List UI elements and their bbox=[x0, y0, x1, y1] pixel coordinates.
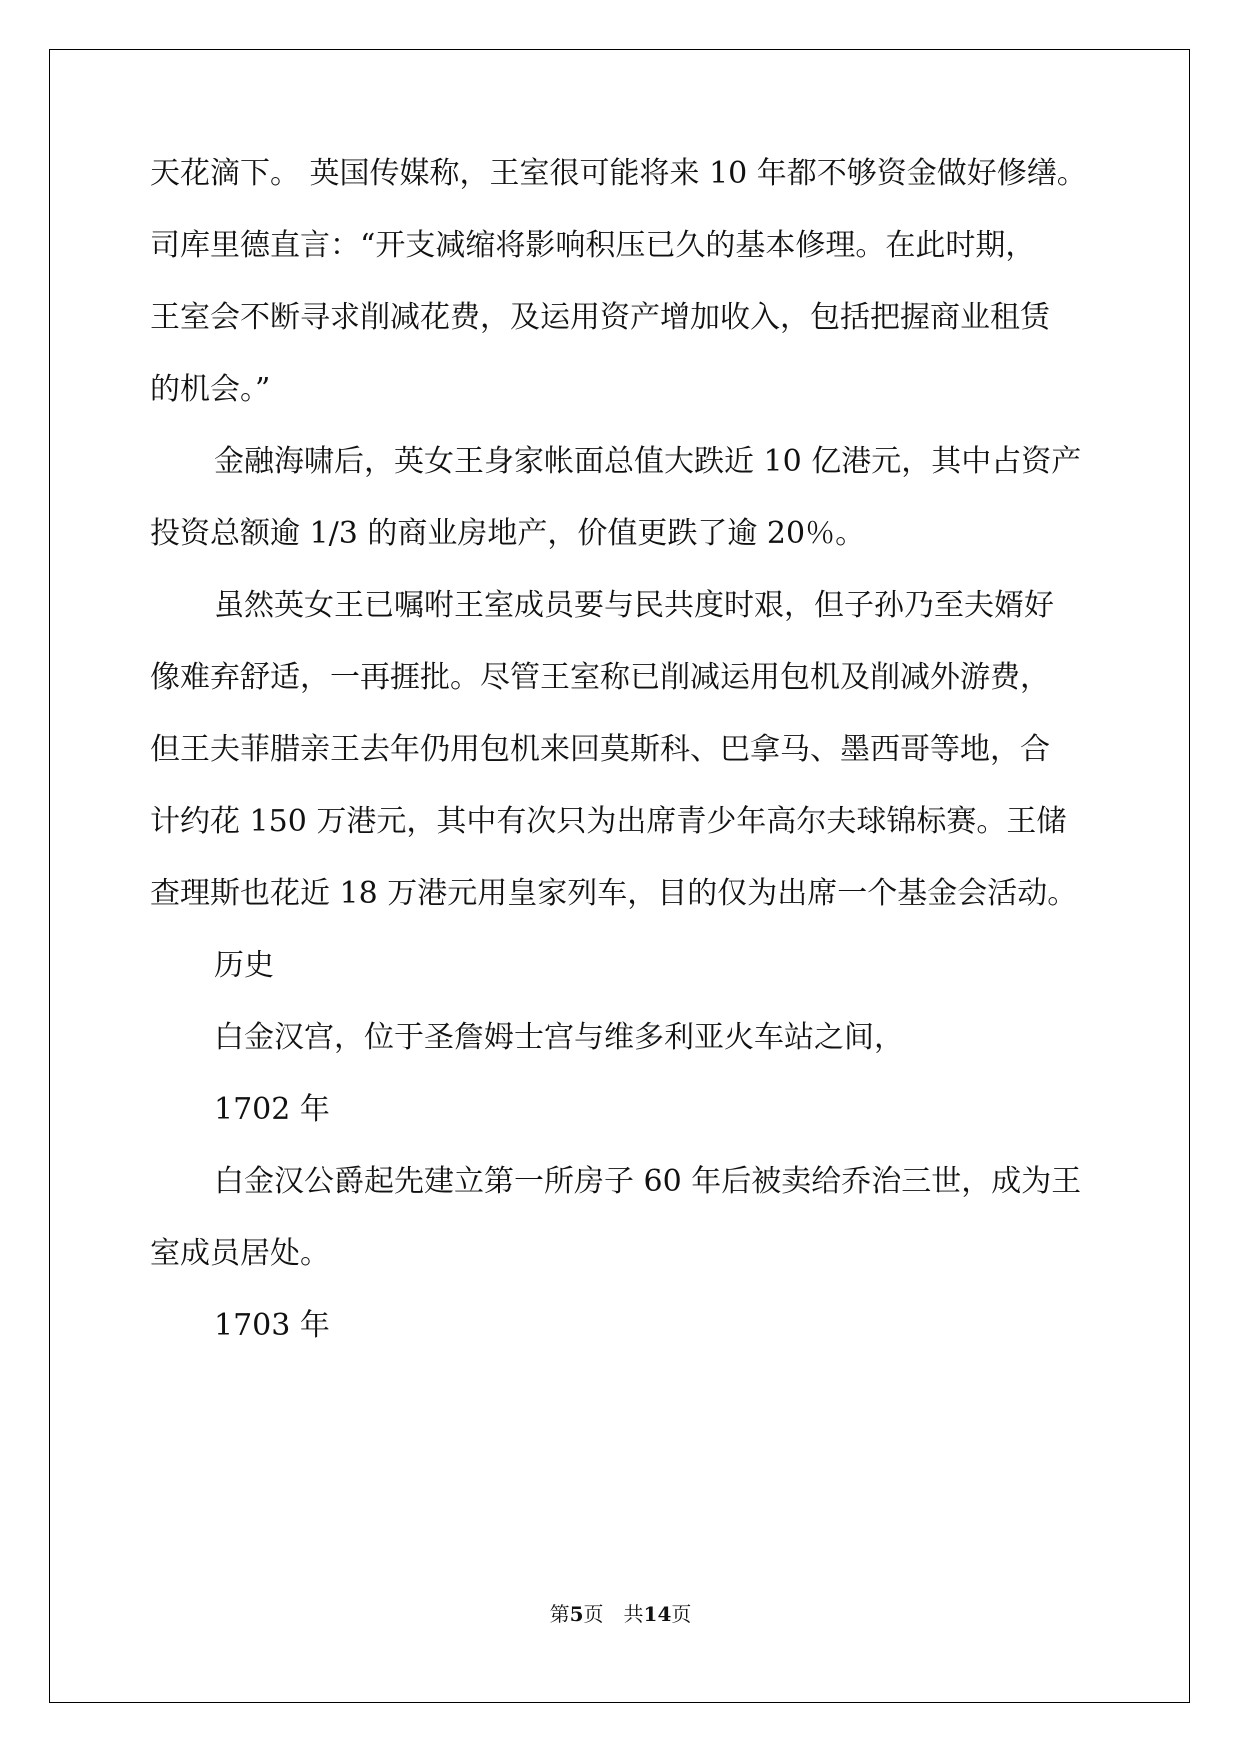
text-line: 天花滴下。 英国传媒称，王室很可能将来 10 年都不够资金做好修缮。 bbox=[150, 156, 1087, 191]
text-line: 像难弃舒适，一再捱批。尽管王室称已削减运用包机及削减外游费， bbox=[150, 660, 1050, 695]
footer-mid: 页 共 bbox=[583, 1602, 644, 1626]
paragraph-start-line: 虽然英女王已嘱咐王室成员要与民共度时艰，但子孙乃至夫婿好 bbox=[214, 588, 1054, 623]
year-heading: 1703 年 bbox=[214, 1308, 330, 1343]
text-line: 司库里德直言：“开支减缩将影响积压已久的基本修理。在此时期， bbox=[150, 228, 1036, 263]
footer-prefix: 第 bbox=[549, 1602, 570, 1626]
text-line: 但王夫菲腊亲王去年仍用包机来回莫斯科、巴拿马、墨西哥等地，合 bbox=[150, 732, 1050, 767]
paragraph-start-line: 金融海啸后，英女王身家帐面总值大跌近 10 亿港元，其中占资产 bbox=[214, 444, 1082, 479]
paragraph-start-line: 白金汉宫，位于圣詹姆士宫与维多利亚火车站之间， bbox=[214, 1020, 904, 1055]
section-heading: 历史 bbox=[214, 948, 274, 983]
total-pages-number: 14 bbox=[643, 1602, 672, 1626]
text-line: 查理斯也花近 18 万港元用皇家列车，目的仅为出席一个基金会活动。 bbox=[150, 876, 1078, 911]
text-line: 计约花 150 万港元，其中有次只为出席青少年高尔夫球锦标赛。王储 bbox=[150, 804, 1067, 839]
text-line: 的机会。” bbox=[150, 372, 271, 407]
page-footer bbox=[0, 1598, 1241, 1627]
text-line: 室成员居处。 bbox=[150, 1236, 330, 1271]
paragraph-start-line: 白金汉公爵起先建立第一所房子 60 年后被卖给乔治三世，成为王 bbox=[214, 1164, 1082, 1199]
text-line: 王室会不断寻求削减花费，及运用资产增加收入，包括把握商业租赁 bbox=[150, 300, 1050, 335]
footer-suffix: 页 bbox=[671, 1602, 692, 1626]
current-page-number: 5 bbox=[569, 1602, 584, 1626]
text-line: 投资总额逾 1/3 的商业房地产，价值更跌了逾 20％。 bbox=[150, 516, 866, 551]
year-heading: 1702 年 bbox=[214, 1092, 330, 1127]
